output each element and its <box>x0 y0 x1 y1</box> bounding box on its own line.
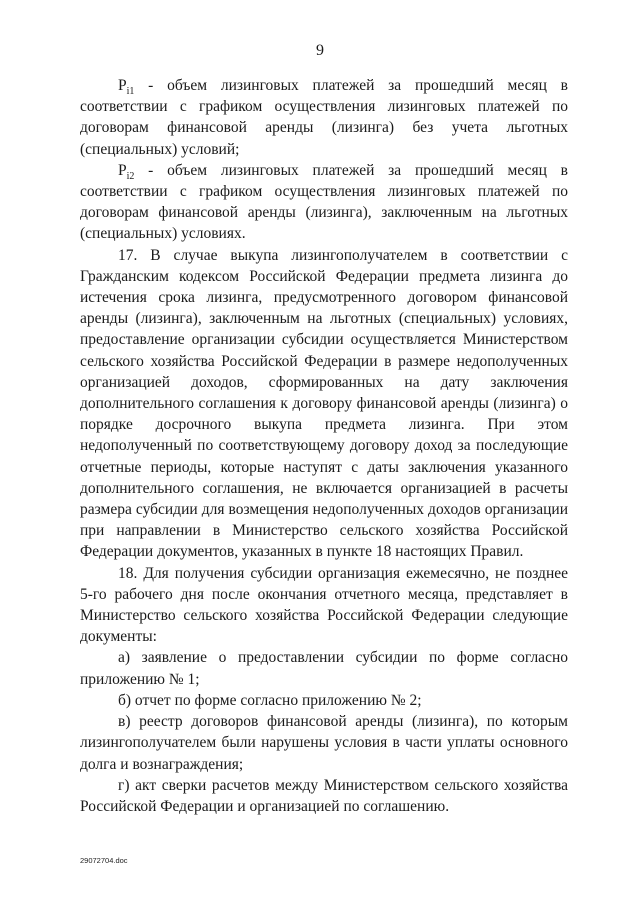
formula-symbol <box>118 77 135 98</box>
formula-symbol <box>118 161 135 182</box>
clause-18-item-g: г) акт сверки расчетов между Министерством сельского хозяйства Российской Федерации и организацией по соглашению. <box>80 776 568 815</box>
definition-p-i1 <box>80 75 568 160</box>
definition-text: - объем лизинговых платежей за прошедший месяц в соответствии с графиком осуществления лизинговых платежей по договорам финансовой аренды (лизинга) без учета льготных (специальных) условий; <box>80 77 568 158</box>
clause-18-item-b: б) отчет по форме согласно приложению № 2; <box>118 691 422 709</box>
footer-filename: 29072704.doc <box>80 856 128 865</box>
document-body <box>80 75 568 817</box>
symbol-subscript: i2 <box>126 170 135 182</box>
definition-p-i2 <box>80 160 568 245</box>
symbol-letter: P <box>118 161 127 179</box>
clause-18-item-a: а) заявление о предоставлении субсидии по форме согласно приложению № 1; <box>80 649 568 688</box>
clause-18: 18. Для получения субсидии организация ежемесячно, не позднее 5-го рабочего дня после окончания отчетного месяца, представляет в Министерство сельского хозяйства Российской Федерации следующие документы: <box>80 564 568 646</box>
symbol-subscript: i1 <box>126 86 135 98</box>
definition-text: - объем лизинговых платежей за прошедший месяц в соответствии с графиком осуществления лизинговых платежей по договорам финансовой аренды (лизинга), заключенным на льготных (специальных) условиях. <box>80 161 568 243</box>
clause-17: 17. В случае выкупа лизингополучателем в соответствии с Гражданским кодексом Российской Федерации предмета лизинга до истечения срока лизинга, предусмотренного договором финансовой аренды (лизинга), заключенным на льготных (специальных) условиях, предоставление организации субсидии осуществляется Министерством сельского хозяйства Российской Федерации в размере недополученных организацией доходов, сформированных на дату заключения дополнительного соглашения к договору финансовой аренды (лизинга) о порядке досрочного выкупа предмета лизинга. При этом недополученный по соответствующему договору доход за последующие отчетные периоды, которые наступят с даты заключения указанного дополнительного соглашения, не включается организацией в расчеты размера субсидии для возмещения недополученных доходов организации при направлении в Министерство сельского хозяйства Российской Федерации документов, указанных в пункте 18 настоящих Правил. <box>80 246 568 561</box>
symbol-letter: P <box>118 77 127 94</box>
page-number: 9 <box>316 42 324 59</box>
clause-18-item-v: в) реестр договоров финансовой аренды (лизинга), по которым лизингополучателем были нарушены условия в части уплаты основного долга и вознаграждения; <box>80 713 568 773</box>
